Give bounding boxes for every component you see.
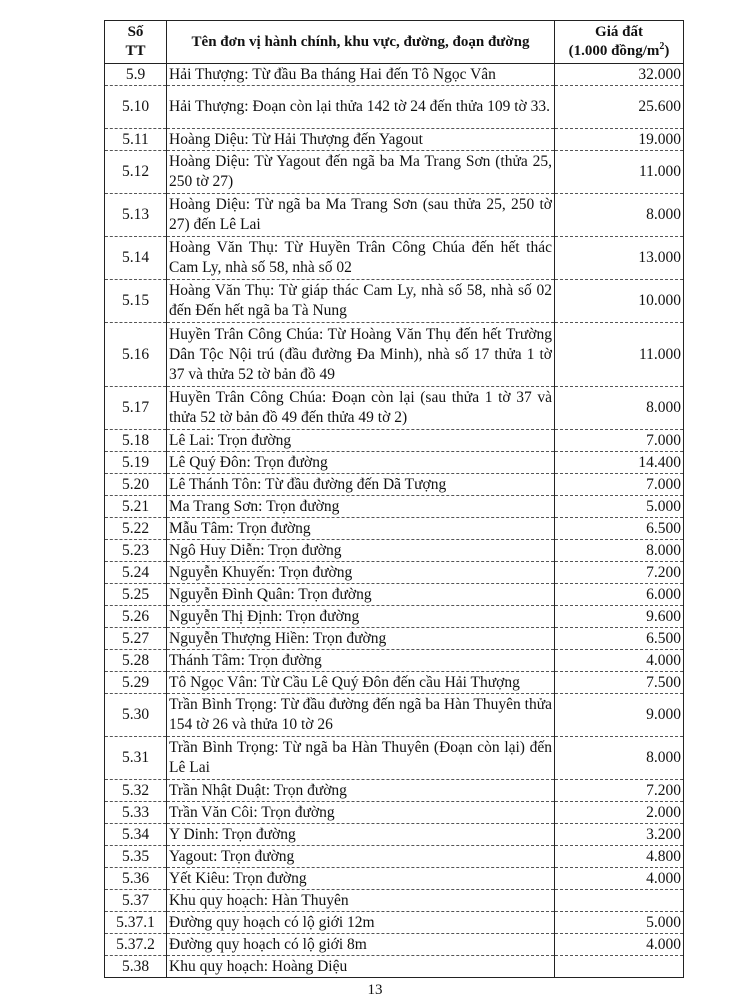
row-price: 8.000 [555,737,684,780]
header-price-unit-sup: 2 [659,41,665,52]
row-name: Ngô Huy Diễn: Trọn đường [167,540,555,562]
row-name: Yết Kiêu: Trọn đường [167,868,555,890]
table-row [105,737,684,780]
row-price: 19.000 [555,129,684,151]
header-name: Tên đơn vị hành chính, khu vực, đường, đoạn đường [167,21,555,64]
row-stt: 5.36 [105,868,167,890]
row-price: 6.000 [555,584,684,606]
table-body [105,64,684,978]
row-name: Trần Bình Trọng: Từ ngã ba Hàn Thuyên (Đoạn còn lại) đến Lê Lai [167,737,555,780]
row-stt: 5.10 [105,86,167,129]
table-row [105,151,684,194]
row-name: Ma Trang Sơn: Trọn đường [167,496,555,518]
row-stt: 5.11 [105,129,167,151]
row-stt: 5.37 [105,890,167,912]
row-stt: 5.25 [105,584,167,606]
row-price: 6.500 [555,518,684,540]
row-name: Khu quy hoạch: Hàn Thuyên [167,890,555,912]
row-stt: 5.20 [105,474,167,496]
row-stt: 5.16 [105,323,167,387]
table-row [105,280,684,323]
table-row [105,606,684,628]
row-name: Lê Thánh Tôn: Từ đầu đường đến Dã Tượng [167,474,555,496]
row-name: Nguyễn Thị Định: Trọn đường [167,606,555,628]
row-price: 8.000 [555,194,684,237]
row-name: Hải Thượng: Đoạn còn lại thửa 142 tờ 24 đến thửa 109 tờ 33. [167,86,555,129]
row-name: Trần Văn Côi: Trọn đường [167,802,555,824]
table-row [105,86,684,129]
row-price: 9.000 [555,694,684,737]
row-price: 11.000 [555,151,684,194]
row-price: 8.000 [555,540,684,562]
header-price-unit: (1.000 đồng/m [568,43,660,59]
row-name: Hoàng Diệu: Từ ngã ba Ma Trang Sơn (sau thửa 25, 250 tờ 27) đến Lê Lai [167,194,555,237]
row-stt: 5.27 [105,628,167,650]
row-name: Khu quy hoạch: Hoàng Diệu [167,956,555,978]
row-price: 7.500 [555,672,684,694]
table-row [105,956,684,978]
row-name: Mẫu Tâm: Trọn đường [167,518,555,540]
row-stt: 5.37.1 [105,912,167,934]
row-name: Trần Nhật Duật: Trọn đường [167,780,555,802]
table-row [105,387,684,430]
table-row [105,474,684,496]
table-row [105,650,684,672]
row-price: 4.000 [555,650,684,672]
header-price [555,21,684,64]
row-name: Đường quy hoạch có lộ giới 8m [167,934,555,956]
table-header [105,21,684,64]
row-stt: 5.15 [105,280,167,323]
row-stt: 5.37.2 [105,934,167,956]
row-name: Đường quy hoạch có lộ giới 12m [167,912,555,934]
row-price: 9.600 [555,606,684,628]
table-row [105,694,684,737]
row-stt: 5.34 [105,824,167,846]
header-price-line1: Giá đất [595,24,643,40]
header-stt-line2: TT [125,43,146,59]
row-name: Lê Quý Đôn: Trọn đường [167,452,555,474]
row-name: Thánh Tâm: Trọn đường [167,650,555,672]
row-stt: 5.26 [105,606,167,628]
row-price: 3.200 [555,824,684,846]
table-row [105,562,684,584]
table-row [105,540,684,562]
row-price: 14.400 [555,452,684,474]
row-name: Y Dinh: Trọn đường [167,824,555,846]
row-price: 7.000 [555,474,684,496]
row-stt: 5.9 [105,64,167,86]
row-price: 2.000 [555,802,684,824]
table-row [105,496,684,518]
row-price: 11.000 [555,323,684,387]
row-price: 10.000 [555,280,684,323]
row-stt: 5.31 [105,737,167,780]
row-name: Huyền Trân Công Chúa: Đoạn còn lại (sau thửa 1 tờ 37 và thửa 52 tờ bản đồ 49 đến thửa 49 tờ 2) [167,387,555,430]
row-stt: 5.35 [105,846,167,868]
row-stt: 5.17 [105,387,167,430]
table-row [105,912,684,934]
row-stt: 5.18 [105,430,167,452]
row-name: Hoàng Diệu: Từ Hải Thượng đến Yagout [167,129,555,151]
row-price: 4.800 [555,846,684,868]
row-name: Tô Ngọc Vân: Từ Cầu Lê Quý Đôn đến cầu Hải Thượng [167,672,555,694]
row-name: Hải Thượng: Từ đầu Ba tháng Hai đến Tô Ngọc Vân [167,64,555,86]
table-row [105,868,684,890]
table-row [105,129,684,151]
table-row [105,430,684,452]
row-name: Nguyễn Khuyến: Trọn đường [167,562,555,584]
row-price: 7.000 [555,430,684,452]
row-stt: 5.21 [105,496,167,518]
row-name: Hoàng Văn Thụ: Từ Huyền Trân Công Chúa đến hết thác Cam Ly, nhà số 58, nhà số 02 [167,237,555,280]
table-row [105,802,684,824]
table-row [105,518,684,540]
table-row [105,846,684,868]
row-stt: 5.12 [105,151,167,194]
row-stt: 5.28 [105,650,167,672]
table-row [105,628,684,650]
page-number: 13 [367,982,383,998]
header-stt [105,21,167,64]
row-price: 5.000 [555,496,684,518]
table-row [105,890,684,912]
table-row [105,672,684,694]
row-price: 7.200 [555,562,684,584]
row-name: Hoàng Văn Thụ: Từ giáp thác Cam Ly, nhà số 58, nhà số 02 đến Đến hết ngã ba Tà Nung [167,280,555,323]
table-row [105,934,684,956]
row-price [555,956,684,978]
row-stt: 5.30 [105,694,167,737]
table-row [105,194,684,237]
row-price: 6.500 [555,628,684,650]
row-name: Trần Bình Trọng: Từ đầu đường đến ngã ba Hàn Thuyên thửa 154 tờ 26 và thửa 10 tờ 26 [167,694,555,737]
header-price-unit-close: ) [664,43,670,59]
table-row [105,780,684,802]
table-row [105,584,684,606]
row-stt: 5.19 [105,452,167,474]
table-row [105,452,684,474]
table-row [105,237,684,280]
land-price-table [104,20,684,978]
row-price: 13.000 [555,237,684,280]
row-stt: 5.22 [105,518,167,540]
row-stt: 5.32 [105,780,167,802]
row-name: Lê Lai: Trọn đường [167,430,555,452]
row-price: 5.000 [555,912,684,934]
row-price: 4.000 [555,868,684,890]
row-name: Nguyễn Thượng Hiền: Trọn đường [167,628,555,650]
table-row [105,323,684,387]
row-stt: 5.14 [105,237,167,280]
row-price: 8.000 [555,387,684,430]
row-price: 32.000 [555,64,684,86]
row-price: 7.200 [555,780,684,802]
row-name: Yagout: Trọn đường [167,846,555,868]
row-price: 25.600 [555,86,684,129]
row-stt: 5.24 [105,562,167,584]
table-row [105,64,684,86]
row-price: 4.000 [555,934,684,956]
row-name: Hoàng Diệu: Từ Yagout đến ngã ba Ma Trang Sơn (thửa 25, 250 tờ 27) [167,151,555,194]
row-stt: 5.23 [105,540,167,562]
row-price [555,890,684,912]
row-stt: 5.29 [105,672,167,694]
table-row [105,824,684,846]
row-stt: 5.38 [105,956,167,978]
header-stt-line1: Số [127,24,144,40]
row-name: Nguyễn Đình Quân: Trọn đường [167,584,555,606]
row-stt: 5.33 [105,802,167,824]
row-name: Huyền Trân Công Chúa: Từ Hoàng Văn Thụ đến hết Trường Dân Tộc Nội trú (đầu đường Đa Minh), nhà số 17 thửa 1 tờ 37 và thửa 52 tờ bản đồ 49 [167,323,555,387]
row-stt: 5.13 [105,194,167,237]
